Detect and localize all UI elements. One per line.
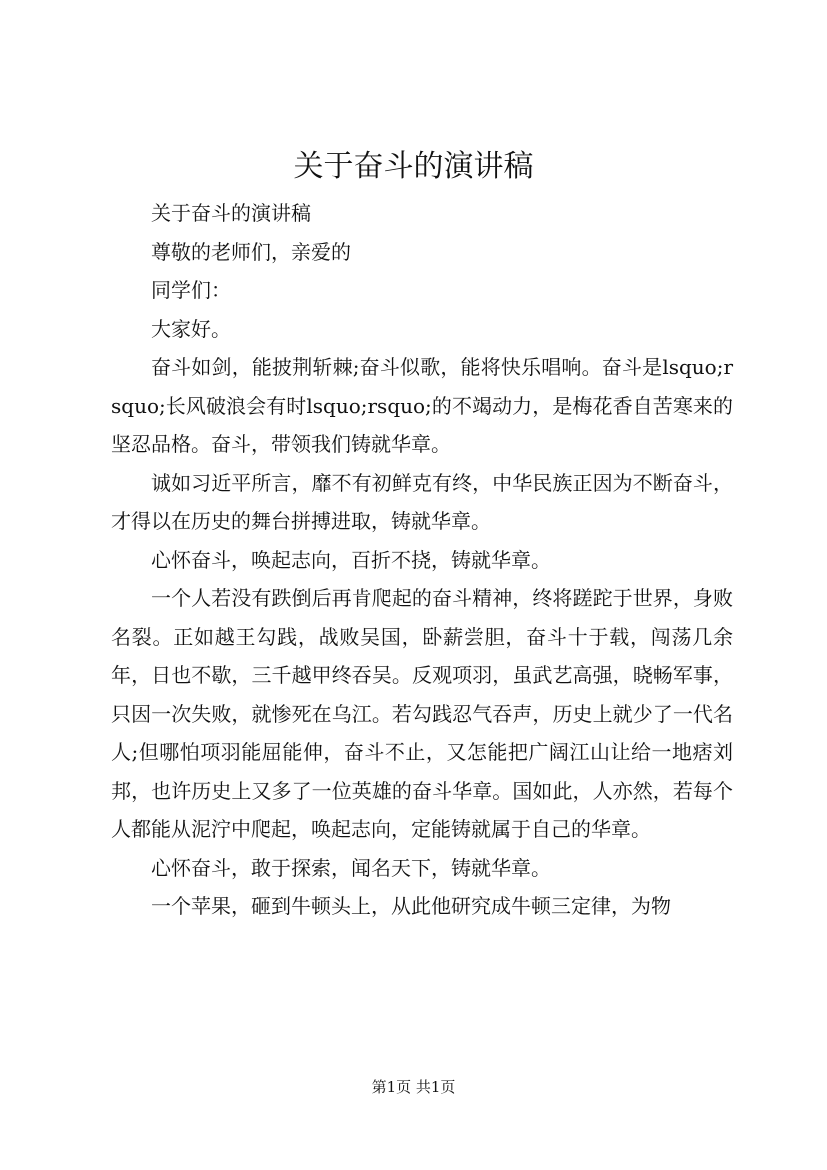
paragraph: 尊敬的老师们，亲爱的 [151,239,351,264]
paragraph: 同学们： [151,278,231,302]
paragraph: 大家好。 [151,316,231,341]
paragraph: 一个人若没有跌倒后再肯爬起的奋斗精神，终将蹉跎于世界，身败名裂。正如越王勾践，战败吴国，卧薪尝胆，奋斗十于载，闯荡几余年，日也不歇，三千越甲终吞吴。反观项羽，虽武艺高强，晓畅军事，只因一次失败，就惨死在乌江。若勾践忍气吞声，历史上就少了一代名人;但哪怕项羽能屈能伸，奋斗不止，又怎能把广阔江山让给一地痞刘邦，也许历史上又多了一位英雄的奋斗华章。国如此，人亦然，若每个人都能从泥泞中爬起，唤起志向，定能铸就属于自己的华章。 [111,586,733,841]
paragraph: 心怀奋斗，唤起志向，百折不挠，铸就华章。 [151,547,551,572]
page-footer: 第1页 共1页 [371,1078,456,1096]
paragraph: 一个苹果，砸到牛顿头上，从此他研究成牛顿三定律，为物 [151,894,671,918]
document-title: 关于奋斗的演讲稿 [293,149,534,184]
paragraph: 关于奋斗的演讲稿 [151,201,311,225]
paragraph: 心怀奋斗，敢于探索，闻名天下，铸就华章。 [151,855,551,880]
paragraph: 奋斗如剑，能披荆斩棘;奋斗似歌，能将快乐唱响。奋斗是lsquo;rsquo;长风破浪会有时lsquo;rsquo;的不竭动力，是梅花香自苦寒来的坚忍品格。奋斗，带领我们铸就华章。 [111,355,733,456]
document-body [111,194,733,926]
paragraph: 诚如习近平所言，靡不有初鲜克有终，中华民族正因为不断奋斗，才得以在历史的舞台拼搏进取，铸就华章。 [111,470,733,533]
